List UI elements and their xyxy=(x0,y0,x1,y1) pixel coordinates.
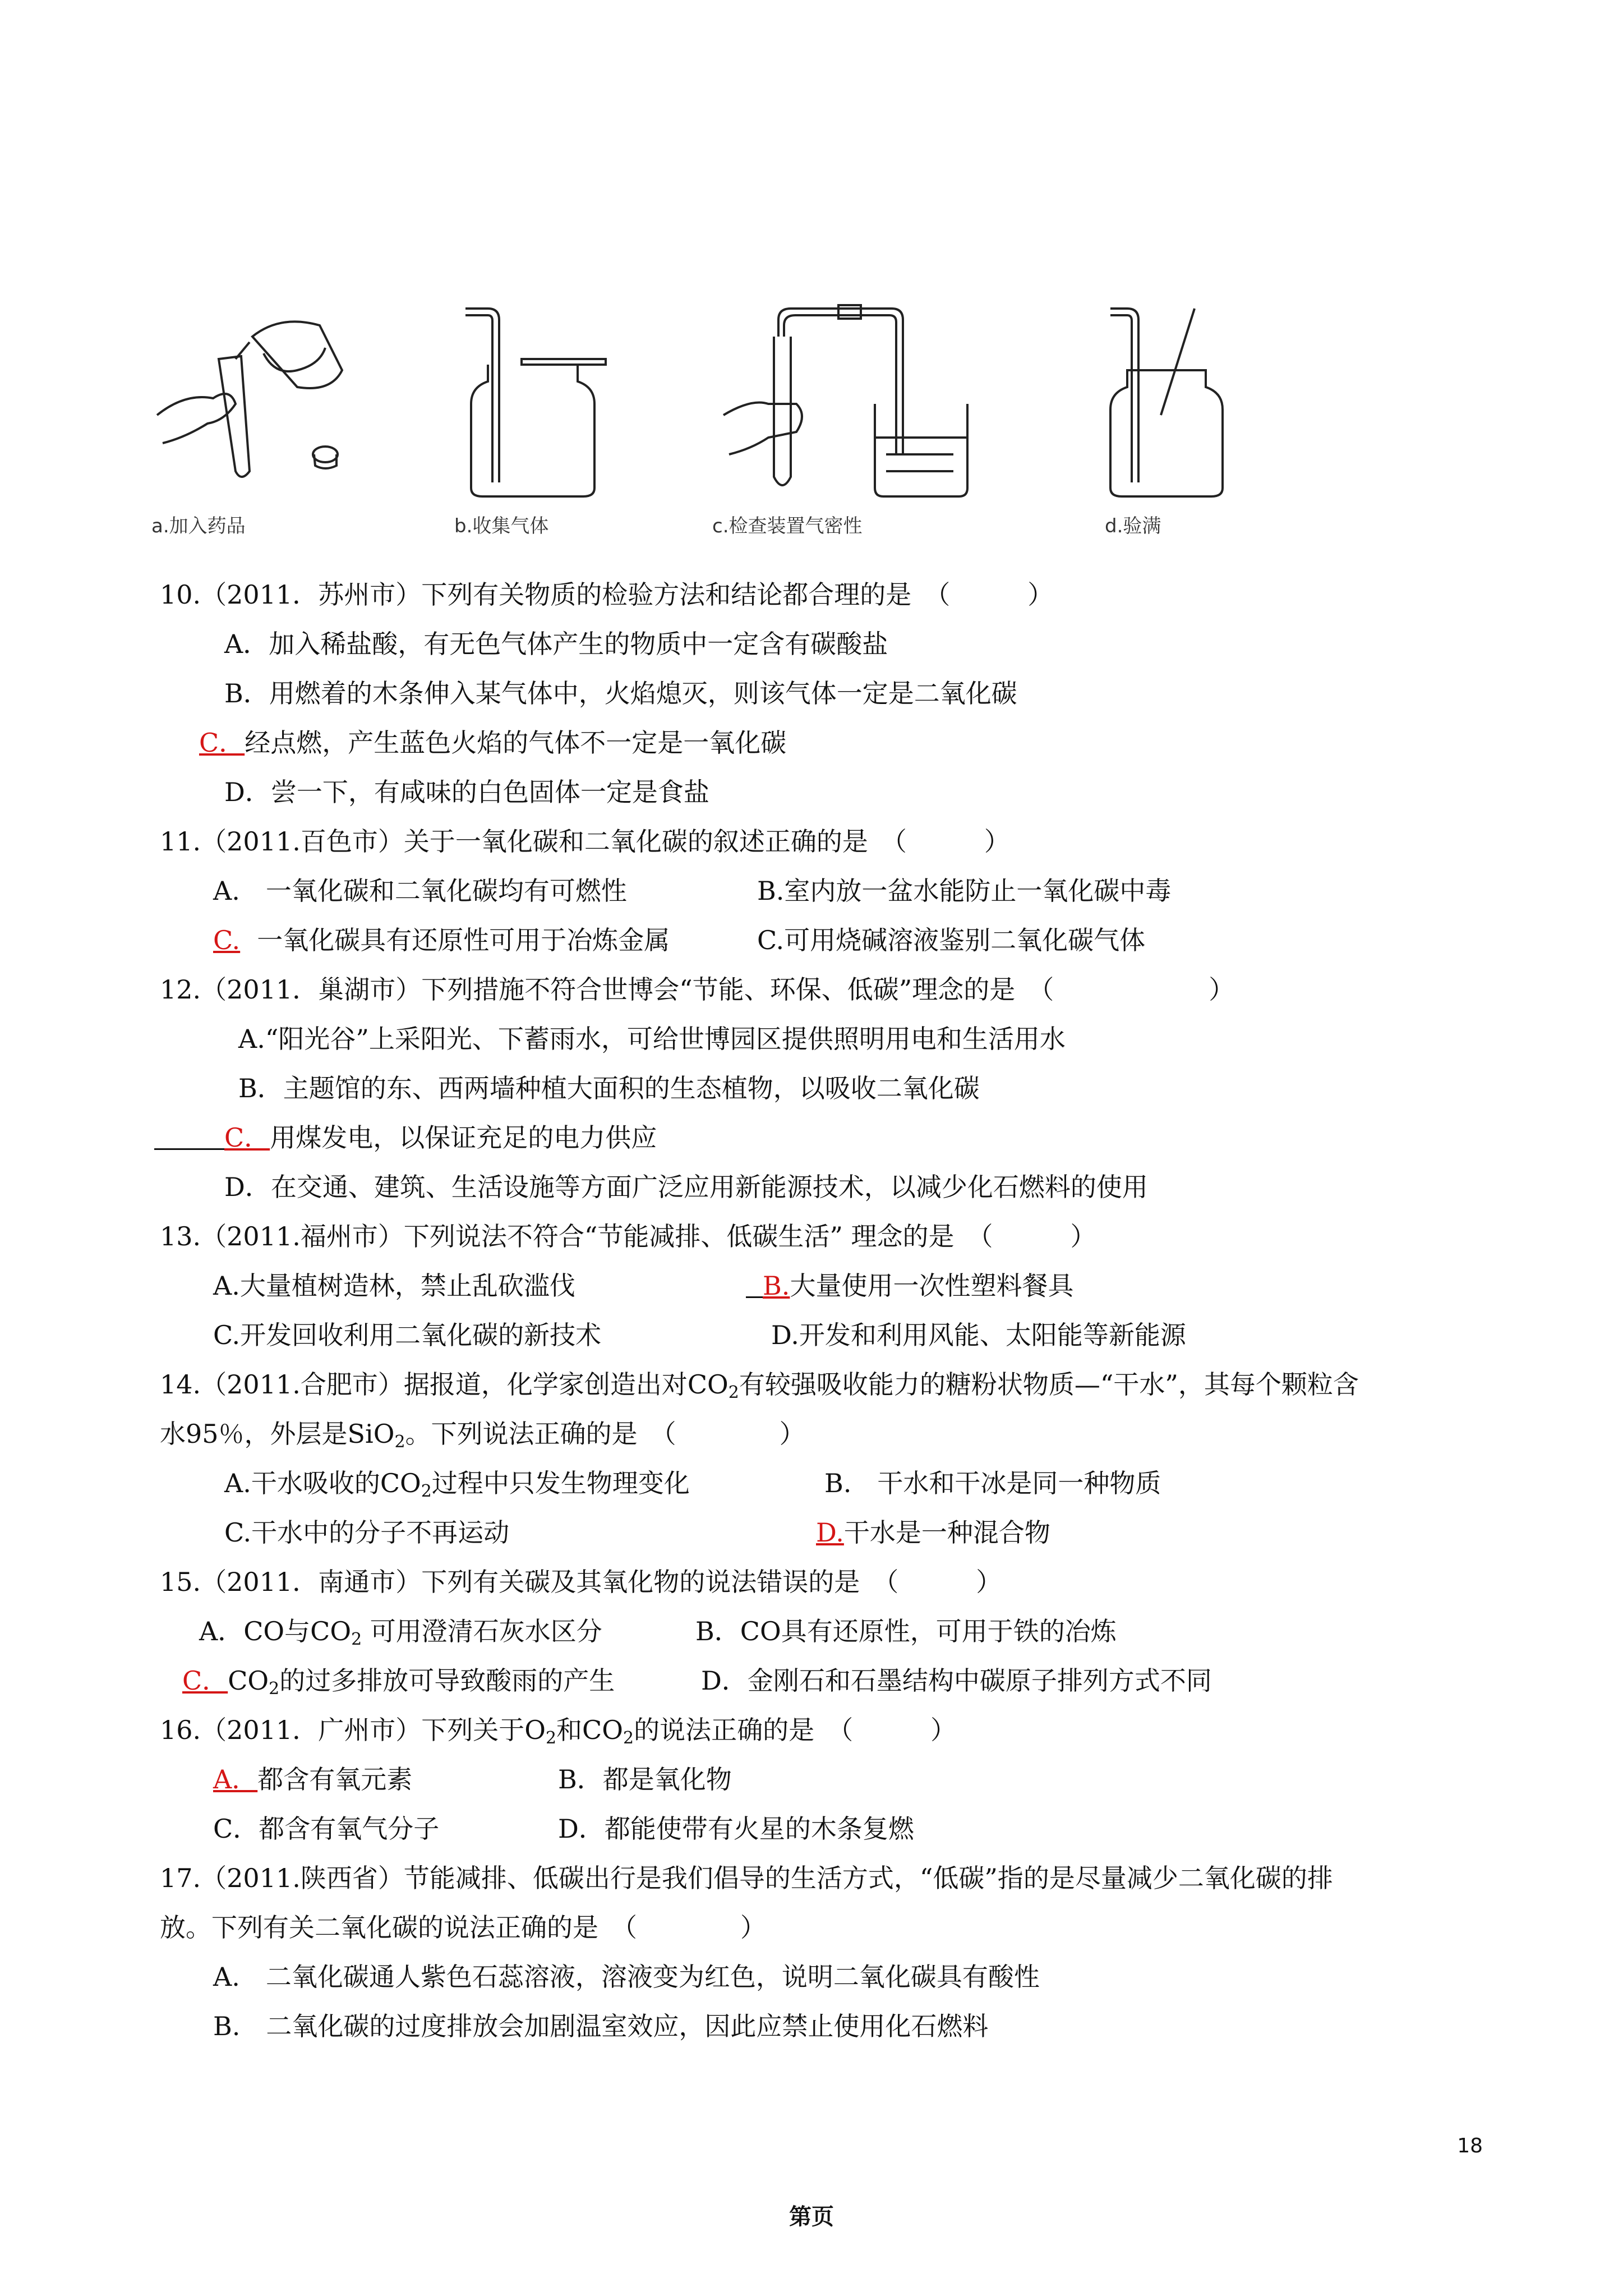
q12-answer-mark: C． xyxy=(224,1122,270,1153)
figure-d xyxy=(1105,303,1239,537)
q16-option-a-text: 都含有氧元素 xyxy=(257,1764,413,1795)
q12-option-c xyxy=(154,1121,657,1154)
q12-option-d: D．在交通、建筑、生活设施等方面广泛应用新能源技术，以减少化石燃料的使用 xyxy=(224,1172,1148,1202)
q10-option-b: B．用燃着的木条伸入某气体中，火焰熄灭，则该气体一定是二氧化碳 xyxy=(224,678,1017,708)
q14-stem-part2: 有较强吸收能力的糖粉状物质—“干水”，其每个颗粒含 xyxy=(739,1369,1359,1400)
q14-answer-mark: D. xyxy=(816,1517,844,1548)
q15-a-co: CO xyxy=(310,1616,352,1646)
q16-stem xyxy=(160,1713,956,1747)
q14-option-a-part2: 过程中只发生物理变化 xyxy=(431,1468,690,1498)
q11-option-a: A. 一氧化碳和二氧化碳均有可燃性 xyxy=(213,876,627,906)
q16-option-a xyxy=(213,1763,412,1796)
q16-option-d: D．都能使带有火星的木条复燃 xyxy=(558,1814,914,1844)
q15-option-a-part2: 可用澄清石灰水区分 xyxy=(362,1616,602,1646)
q12-option-b: B．主题馆的东、西两墙种植大面积的生态植物，以吸收二氧化碳 xyxy=(238,1073,980,1103)
q14-a-sub2: 2 xyxy=(421,1481,432,1501)
q15-option-d: D．金刚石和石墨结构中碳原子排列方式不同 xyxy=(701,1665,1212,1696)
q14-stem2-part1: 水95％，外层是SiO xyxy=(160,1419,395,1449)
q17-option-a: A. 二氧化碳通人紫色石蕊溶液，溶液变为红色，说明二氧化碳具有酸性 xyxy=(213,1962,1040,1992)
add-reagent-illustration-icon xyxy=(151,303,353,505)
q10-answer-mark: C． xyxy=(199,728,245,758)
apparatus-figures xyxy=(151,303,1217,550)
q11-option-c xyxy=(213,923,670,957)
q15-stem: 15.（2011．南通市）下列有关碳及其氧化物的说法错误的是 （ ） xyxy=(160,1567,1002,1597)
figure-c-caption: c.检查装置气密性 xyxy=(712,515,863,537)
q10-option-d: D．尝一下，有咸味的白色固体一定是食盐 xyxy=(224,777,709,807)
q14-stem xyxy=(160,1368,1359,1401)
figure-b xyxy=(454,303,623,537)
figure-c xyxy=(712,303,1004,537)
q14-option-d xyxy=(816,1516,1050,1549)
q11-answer-mark: C. xyxy=(213,925,241,955)
q15-option-c xyxy=(182,1664,615,1697)
figure-d-caption: d.验满 xyxy=(1105,515,1161,537)
q13-option-d: D.开发和利用风能、太阳能等新能源 xyxy=(771,1320,1186,1350)
q13-option-a: A.大量植树造林，禁止乱砍滥伐 xyxy=(213,1271,575,1301)
q14-option-a-part1: A.干水吸收的 xyxy=(224,1468,380,1498)
q17-option-b: B. 二氧化碳的过度排放会加剧温室效应，因此应禁止使用化石燃料 xyxy=(213,2011,989,2041)
q12-stem: 12.（2011．巢湖市）下列措施不符合世博会“节能、环保、低碳”理念的是 （ ） xyxy=(160,974,1235,1005)
q14-option-b: B. 干水和干冰是同一种物质 xyxy=(824,1468,1161,1498)
q10-option-c-text: 经点燃，产生蓝色火焰的气体不一定是一氧化碳 xyxy=(245,728,787,758)
q11-option-b: B.室内放一盆水能防止一氧化碳中毒 xyxy=(757,876,1172,906)
q14-stem-line2 xyxy=(160,1417,805,1451)
q11-option-c-text: 一氧化碳具有还原性可用于冶炼金属 xyxy=(257,925,670,955)
q11-option-d: C.可用烧碱溶液鉴别二氧化碳气体 xyxy=(757,925,1146,955)
gas-collection-bottle-icon xyxy=(454,303,623,505)
q16-answer-mark: A． xyxy=(213,1764,258,1795)
q15-c-sub2: 2 xyxy=(269,1679,280,1699)
q13-option-b-text: 大量使用一次性塑料餐具 xyxy=(790,1271,1074,1301)
q13-option-b xyxy=(746,1269,1073,1303)
q14-option-d-text: 干水是一种混合物 xyxy=(843,1517,1050,1548)
q16-o-sub2: 2 xyxy=(545,1728,557,1748)
q13-answer-underline xyxy=(746,1274,763,1298)
q16-stem-and: 和 xyxy=(556,1715,583,1745)
q15-option-c-text: 的过多排放可导致酸雨的产生 xyxy=(279,1665,615,1696)
q16-stem-part1: 16.（2011．广州市）下列关于 xyxy=(160,1715,525,1745)
q15-a-sub2: 2 xyxy=(351,1630,362,1649)
q13-answer-mark: B. xyxy=(763,1271,790,1301)
q14-sio2-sub: 2 xyxy=(394,1432,405,1452)
q15-answer-mark: C． xyxy=(182,1665,228,1696)
q14-stem-part1: 14.（2011.合肥市）据报道，化学家创造出对 xyxy=(160,1369,688,1400)
q15-option-b: B．CO具有还原性，可用于铁的冶炼 xyxy=(695,1616,1117,1646)
q16-option-c: C．都含有氧气分子 xyxy=(213,1814,440,1844)
q13-stem: 13.（2011.福州市）下列说法不符合“节能减排、低碳生活” 理念的是 （ ） xyxy=(160,1221,1096,1251)
q16-option-b: B．都是氧化物 xyxy=(558,1764,732,1795)
q13-option-c: C.开发回收利用二氧化碳的新技术 xyxy=(213,1320,602,1350)
figure-b-caption: b.收集气体 xyxy=(454,515,549,537)
q16-stem-part2: 的说法正确的是 （ ） xyxy=(634,1715,957,1745)
q12-answer-underline xyxy=(154,1126,224,1150)
q14-sub2: 2 xyxy=(728,1383,739,1402)
q14-option-c: C.干水中的分子不再运动 xyxy=(224,1517,510,1548)
q14-co: CO xyxy=(687,1369,728,1400)
q15-option-a-part1: A．CO与 xyxy=(199,1616,311,1646)
q15-c-co: CO xyxy=(228,1665,269,1696)
q17-stem-line2: 放。下列有关二氧化碳的说法正确的是 （ ） xyxy=(160,1912,766,1943)
q14-stem2-part2: 。下列说法正确的是 （ ） xyxy=(405,1419,805,1449)
q12-option-c-text: 用煤发电，以保证充足的电力供应 xyxy=(270,1122,657,1153)
q11-stem: 11.（2011.百色市）关于一氧化碳和二氧化碳的叙述正确的是 （ ） xyxy=(160,826,1010,857)
q16-co-sub2: 2 xyxy=(623,1728,634,1748)
q10-stem: 10.（2011．苏州市）下列有关物质的检验方法和结论都合理的是 （ ） xyxy=(160,579,1054,610)
q14-option-a xyxy=(224,1466,690,1500)
page-number: 18 xyxy=(1457,2134,1483,2157)
q10-option-c xyxy=(199,726,786,760)
page-footer: 第页 xyxy=(789,2204,834,2230)
q14-a-co: CO xyxy=(380,1468,421,1498)
q10-option-a: A．加入稀盐酸，有无色气体产生的物质中一定含有碳酸盐 xyxy=(224,629,888,659)
q16-o: O xyxy=(524,1715,546,1745)
figure-a xyxy=(151,303,353,537)
figure-a-caption: a.加入药品 xyxy=(151,515,246,537)
q16-co: CO xyxy=(582,1715,623,1745)
gas-full-test-bottle-icon xyxy=(1105,303,1239,505)
q12-option-a: A.“阳光谷”上采阳光、下蓄雨水，可给世博园区提供照明用电和生活用水 xyxy=(238,1024,1066,1054)
q17-stem: 17.（2011.陕西省）节能减排、低碳出行是我们倡导的生活方式，“低碳”指的是尽量减少二氧化碳的排 xyxy=(160,1863,1333,1893)
q15-option-a xyxy=(199,1614,602,1648)
airtightness-check-apparatus-icon xyxy=(712,303,1004,505)
